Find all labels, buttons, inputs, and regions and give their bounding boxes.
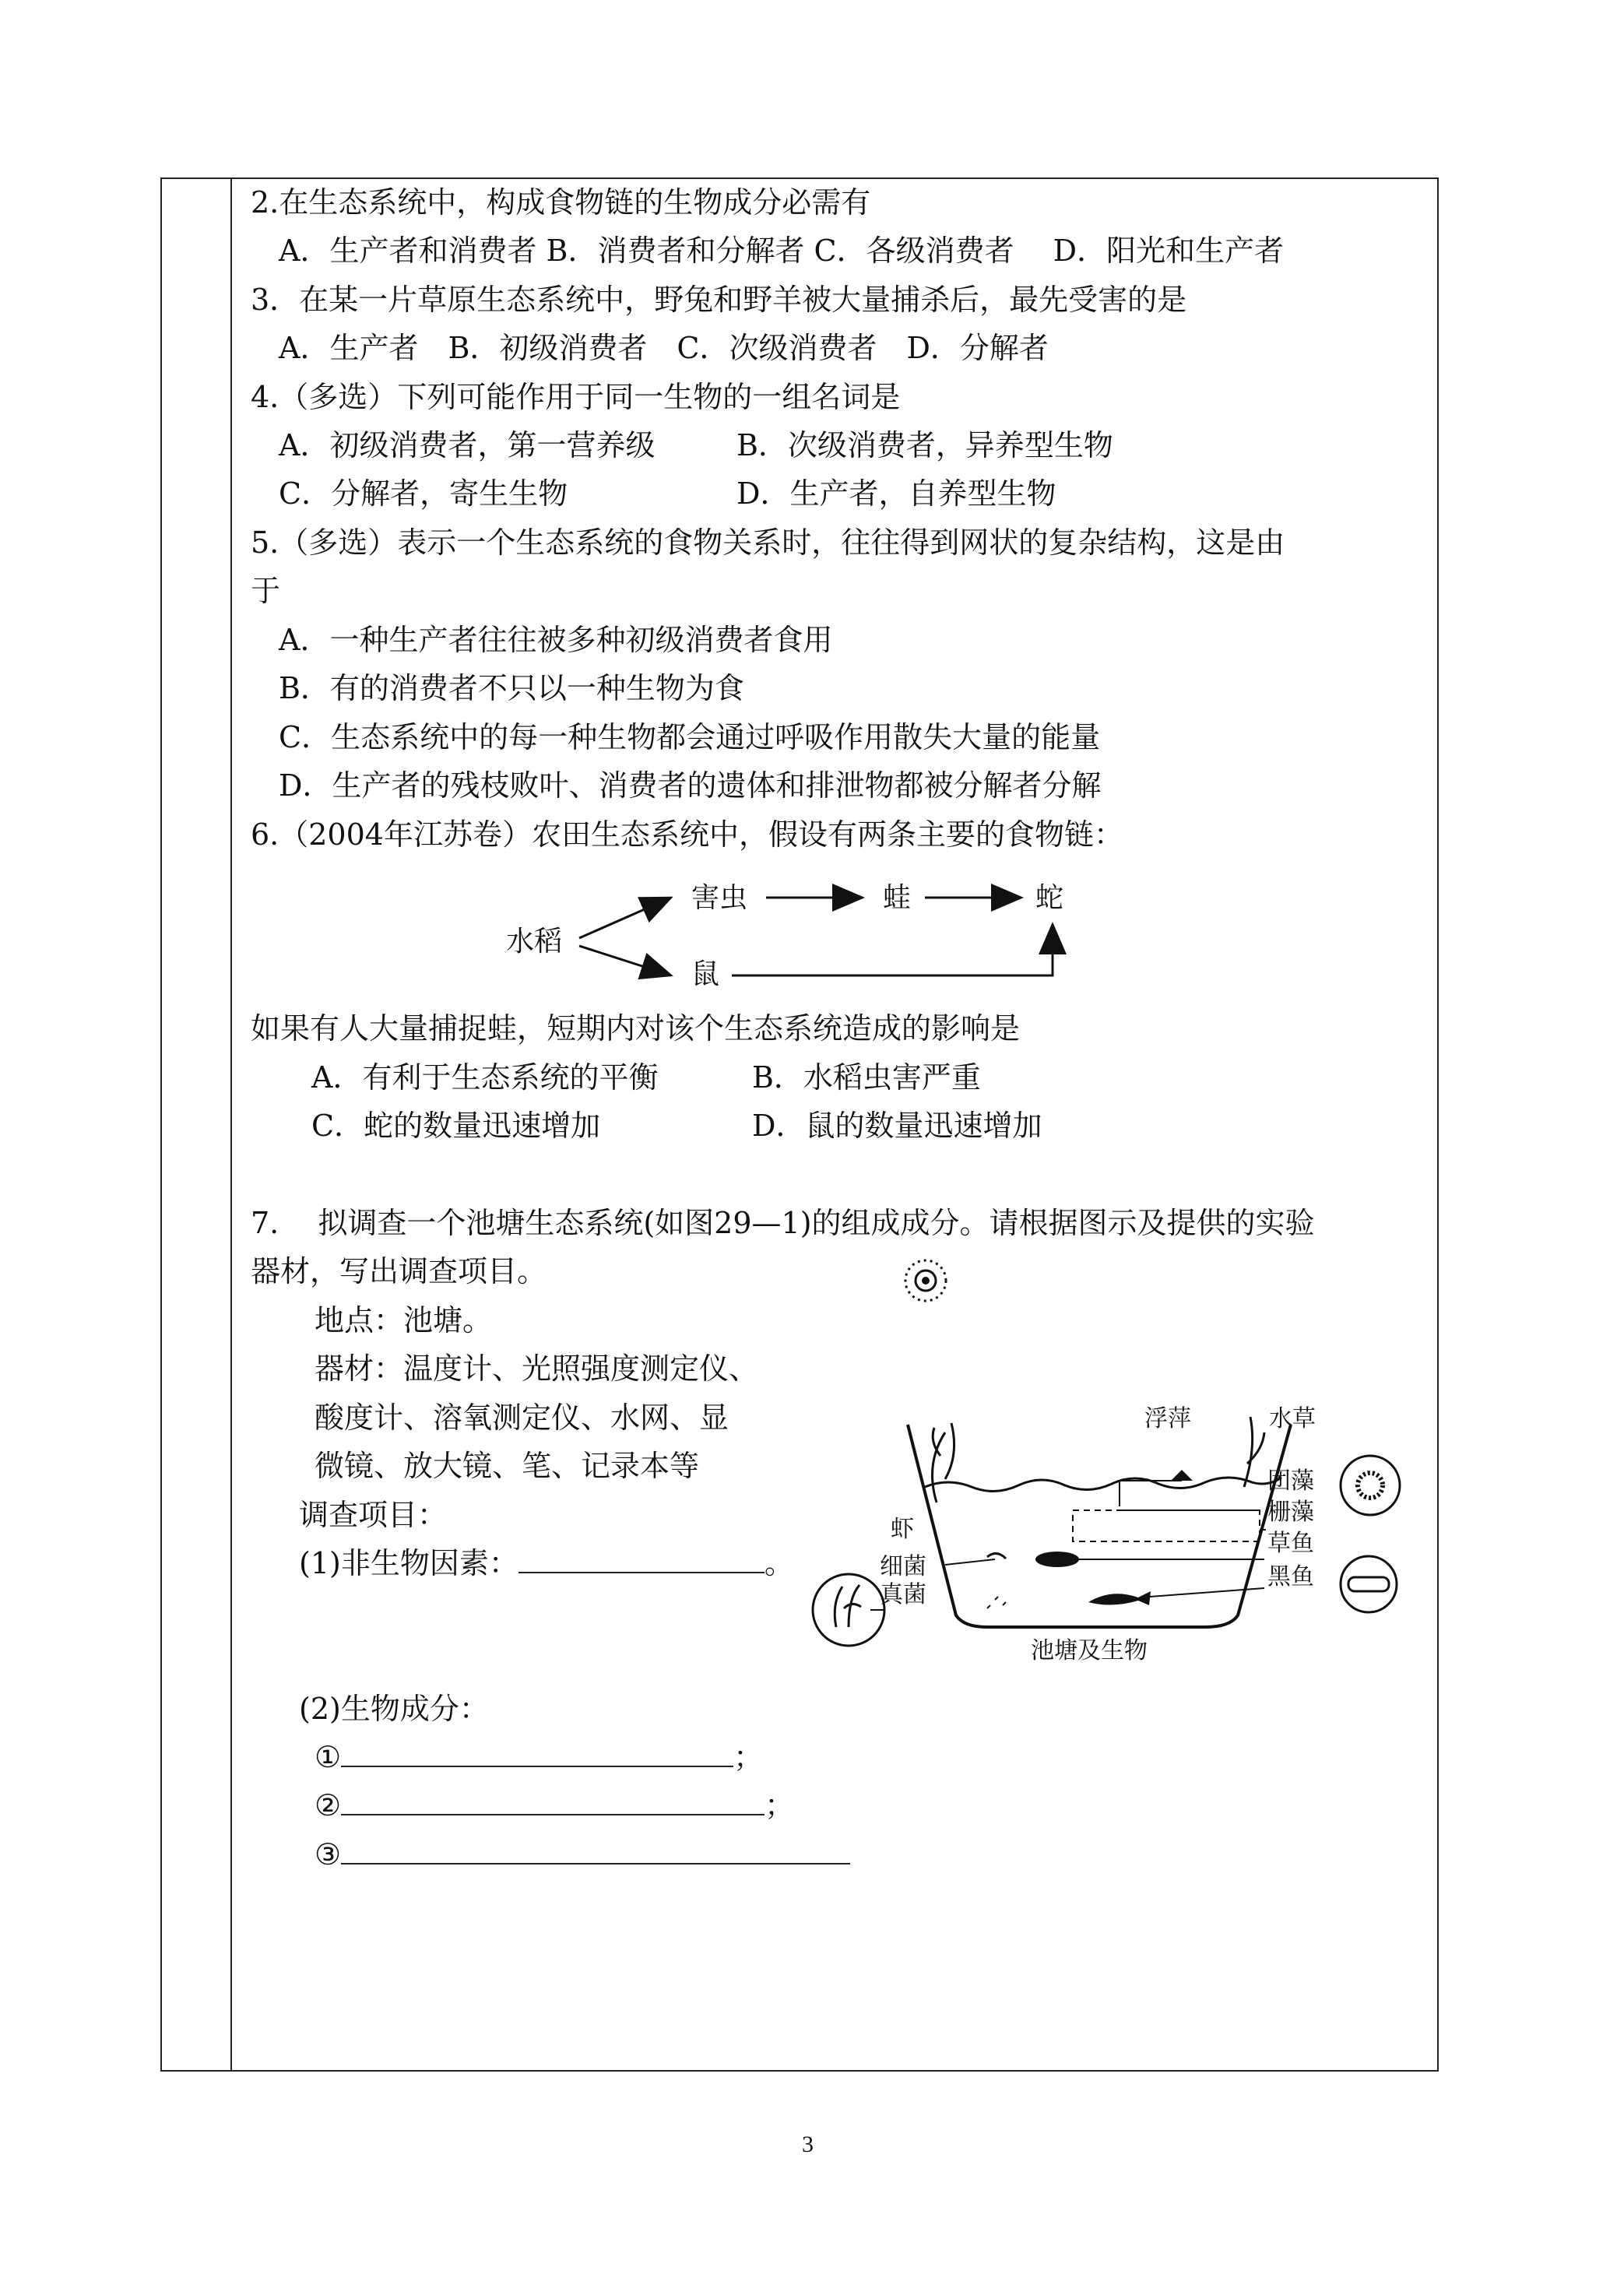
- page-number: 3: [802, 2132, 814, 2157]
- q3-stem: 3．在某一片草原生态系统中，野兔和野羊被大量捕杀后，最先受害的是: [251, 283, 1187, 317]
- label-water-grass: 水草: [1269, 1405, 1316, 1432]
- q5-option-b: B．有的消费者不只以一种生物为食: [279, 671, 744, 705]
- food-chain-diagram: [498, 868, 1090, 1000]
- bacteria-dots: [987, 1597, 1006, 1608]
- label-fungi: 真菌: [880, 1581, 926, 1608]
- q7-location: 地点：池塘。: [315, 1303, 493, 1337]
- duckweed-icon: [1171, 1470, 1193, 1481]
- abiotic-end: 。: [764, 1546, 794, 1580]
- abiotic-label: (1)非生物因素：: [299, 1546, 518, 1580]
- shrimp-icon: [987, 1553, 1006, 1559]
- water-surface: [925, 1478, 1281, 1492]
- q7-item1-row: [315, 1738, 763, 1777]
- label-diatom: 栅藻: [1267, 1499, 1314, 1526]
- item3-answer-blank[interactable]: [341, 1836, 850, 1864]
- item1-answer-blank[interactable]: [341, 1739, 733, 1767]
- q2-options: A．生产者和消费者 B．消费者和分解者 C．各级消费者 D．阳光和生产者: [279, 234, 1285, 268]
- q5-stem-line2: 于: [251, 574, 281, 608]
- arrow-rice-to-mouse: [579, 946, 671, 975]
- q7-item2-row: [315, 1786, 794, 1825]
- food-chain-rice: 水稻: [506, 926, 563, 958]
- water-grass-left: [933, 1423, 954, 1502]
- food-chain-mouse: 鼠: [691, 958, 720, 990]
- item2-end: ；: [765, 1788, 795, 1822]
- q7-survey-items: 调查项目：: [299, 1498, 448, 1532]
- q7-abiotic-row: [299, 1544, 794, 1583]
- q6-question: 如果有人大量捕捉蛙，短期内对该个生态系统造成的影响是: [251, 1011, 1021, 1046]
- sun-icon: [898, 1253, 953, 1308]
- q4-option-c: C．分解者，寄生生物: [279, 476, 568, 511]
- pond-basin: [908, 1425, 1291, 1627]
- q6-stem: 6.（2004年江苏卷）农田生态系统中，假设有两条主要的食物链：: [251, 817, 1123, 852]
- q5-option-d: D．生产者的残枝败叶、消费者的遗体和排泄物都被分解者分解: [279, 768, 1102, 803]
- q6-option-a: A．有利于生态系统的平衡: [311, 1060, 659, 1095]
- q7-stem-line1: 7. 拟调查一个池塘生态系统(如图29—1)的组成成分。请根据图示及提供的实验: [251, 1206, 1315, 1240]
- label-volvox: 团藻: [1267, 1467, 1314, 1495]
- q7-stem-line2: 器材，写出调查项目。: [251, 1254, 547, 1288]
- item2-answer-blank[interactable]: [341, 1787, 765, 1815]
- q7-item3-row: [315, 1835, 850, 1874]
- food-chain-snake: 蛇: [1035, 882, 1064, 914]
- q4-option-a: A．初级消费者，第一营养级: [279, 428, 656, 462]
- abiotic-answer-blank[interactable]: [518, 1545, 765, 1573]
- pond-caption: 池塘及生物: [1031, 1637, 1148, 1664]
- label-grass-carp: 草鱼: [1267, 1530, 1314, 1557]
- q7-equipment-line2: 酸度计、溶氧测定仪、水网、显: [315, 1401, 729, 1435]
- grass-carp-icon: [1035, 1552, 1079, 1567]
- table-column-divider: [230, 177, 232, 2072]
- pond-ecosystem-diagram: [793, 1394, 1415, 1674]
- food-chain-pest: 害虫: [691, 882, 748, 914]
- q6-option-d: D．鼠的数量迅速增加: [752, 1109, 1042, 1143]
- q4-option-d: D．生产者，自养型生物: [736, 476, 1056, 511]
- black-carp-icon: [1088, 1591, 1151, 1605]
- q6-option-c: C．蛇的数量迅速增加: [311, 1109, 601, 1143]
- label-shrimp: 虾: [891, 1516, 914, 1543]
- q7-equipment-line1: 器材：温度计、光照强度测定仪、: [315, 1351, 759, 1386]
- q5-option-c: C．生态系统中的每一种生物都会通过呼吸作用散失大量的能量: [279, 720, 1101, 754]
- q7-biotic-label: (2)生物成分：: [299, 1692, 489, 1726]
- label-bacteria: 细菌: [880, 1553, 926, 1580]
- label-black-carp: 黑鱼: [1267, 1563, 1314, 1590]
- item1-end: ；: [733, 1740, 764, 1774]
- q5-option-a: A．一种生产者往往被多种初级消费者食用: [279, 623, 833, 657]
- label-duckweed: 浮萍: [1144, 1405, 1191, 1432]
- item1-marker: ①: [315, 1740, 342, 1774]
- q4-stem: 4.（多选）下列可能作用于同一生物的一组名词是: [251, 380, 901, 414]
- arrow-rice-to-pest: [579, 898, 671, 938]
- q6-option-b: B．水稻虫害严重: [752, 1060, 981, 1095]
- q5-stem-line1: 5.（多选）表示一个生态系统的食物关系时，往往得到网状的复杂结构，这是由: [251, 525, 1285, 560]
- q2-stem: 2.在生态系统中，构成食物链的生物成分必需有: [251, 185, 871, 220]
- q7-equipment-line3: 微镜、放大镜、笔、记录本等: [315, 1449, 700, 1483]
- q4-option-b: B．次级消费者，异养型生物: [736, 428, 1113, 462]
- arrow-mouse-to-snake: [732, 924, 1053, 975]
- food-chain-frog: 蛙: [883, 882, 912, 914]
- water-grass-right: [1244, 1417, 1264, 1487]
- item2-marker: ②: [315, 1788, 342, 1822]
- item3-marker: ③: [315, 1837, 342, 1871]
- volvox-magnified-icon: [1341, 1456, 1400, 1515]
- algae-region: [1073, 1510, 1260, 1541]
- q3-options: A．生产者 B．初级消费者 C．次级消费者 D．分解者: [279, 331, 1049, 365]
